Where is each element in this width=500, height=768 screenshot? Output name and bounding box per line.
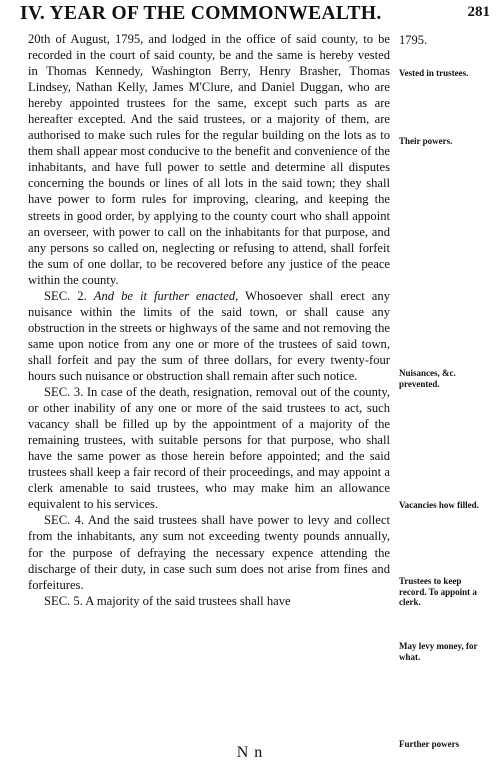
margin-note-powers: Their powers. <box>399 136 453 146</box>
page-title: IV. YEAR OF THE COMMONWEALTH. <box>20 3 382 24</box>
running-header <box>20 3 490 25</box>
margin-note-vacancies: Vacancies how filled. <box>399 500 479 510</box>
italic-run: And be it further enacted, <box>93 288 239 303</box>
margin-note-vested: Vested in trustees. <box>399 68 469 78</box>
paragraph <box>28 288 390 384</box>
paragraph <box>28 31 390 288</box>
margin-note-nuisances: Nuisances, &c. prevented. <box>399 368 456 389</box>
text-run: Whosoever shall erect any nuisance within the limits of the said town, or shall cause any obstruction in the streets or highways of the same and not removing the same upon notice from any one or more of the trustees of said town, shall forfeit and pay the sum of three dollars, for every twenty-four hours such nuisance or obstruction shall remain after such notice. <box>28 288 390 383</box>
paragraph <box>28 384 390 512</box>
paragraph <box>28 512 390 592</box>
signature-mark: N n <box>236 744 264 761</box>
margin-note-levy: May levy money, for what. <box>399 641 478 662</box>
text-run: SEC. 5. A majority of the said trustees shall have <box>44 593 291 608</box>
text-run: SEC. 3. In case of the death, resignation, removal out of the county, or other inability of any one or more of the said trustees to act, such vacancy shall be filled up by the appointment of a majority of the remaining trustees, with suitable persons for that purpose, who shall have the same power as those herein before appointed; and the said trustees shall keep a fair record of their proceedings, and may appoint a clerk amenable to said trustees, who may make him an allowance equivalent to his services. <box>28 385 390 512</box>
margin-note-year: 1795. <box>399 33 428 47</box>
page-number: 281 <box>467 4 490 20</box>
margin-note-record-clerk: Trustees to keep record. To appoint a clerk. <box>399 576 477 607</box>
body-text <box>28 31 390 609</box>
text-run: SEC. 4. And the said trustees shall have power to levy and collect from the inhabitants, any sum not exceeding twenty pounds annually, for the purpose of defraying the necessary expence attending the discharge of their duty, in case such sum does not arise from fines and forfeitures. <box>28 513 390 592</box>
text-run: 20th of August, 1795, and lodged in the office of said county, to be recorded in the court of said county, be and the same is hereby vested in Thomas Kennedy, Washington Berry, Henry Brasher, Thomas Lindsey, Nathan Kelly, James M'Clure, and Daniel Duggan, who are hereby appointed trustees for the same, except such parts as are hereafter excepted. And the said trustees, or a majority of them, are authorised to make such rules for the regular building on the lots as to them shall appear most conducive to the benefit and convenience of the inhabitants, and have full power to settle and determine all disputes concerning the bounds or lines of all lots in the said town; they shall have power to form rules for improving, clearing, and keeping the streets in good order, by applying to the county court who shall appoint an overseer, with power to call on the inhabitants for that purpose, and any persons so called on, neglecting or refusing to attend, shall forfeit the sum of one dollar, to be recovered before any justice of the peace within the county. <box>28 32 390 287</box>
margin-note-further: Further powers <box>399 739 460 749</box>
text-run: SEC. 2. <box>44 288 94 303</box>
paragraph <box>28 593 390 609</box>
